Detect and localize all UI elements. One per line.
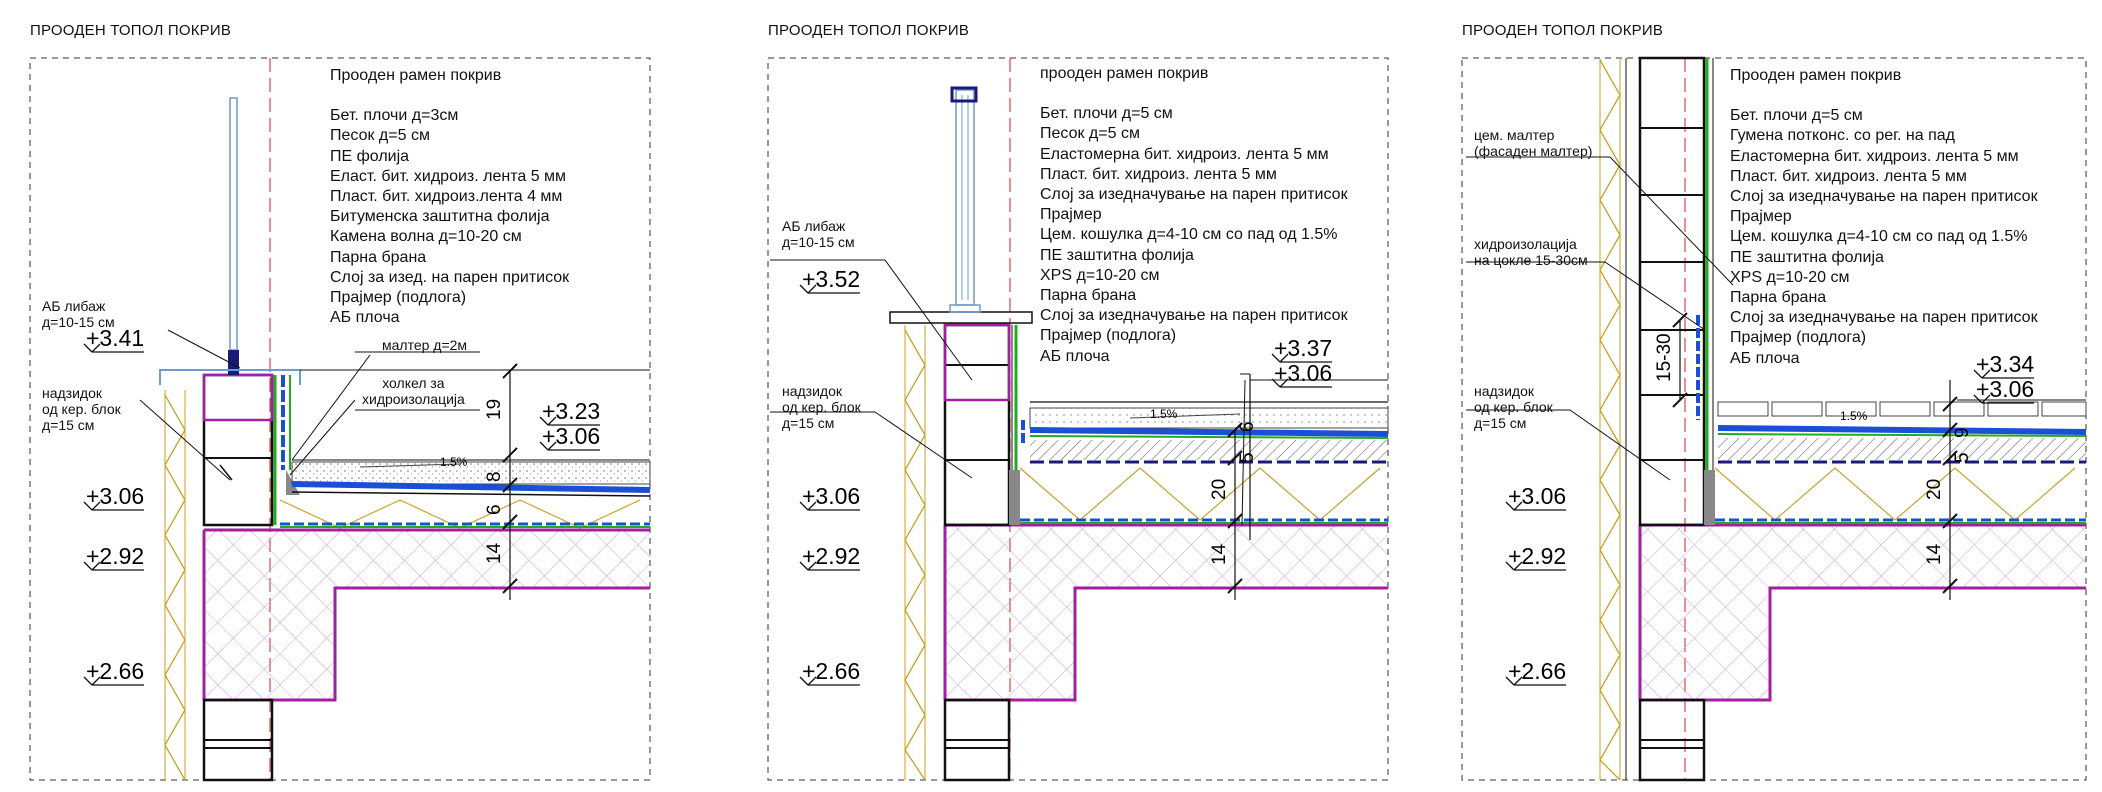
dim-label: 5 xyxy=(1952,452,1973,463)
note-parapet: надзидок од кер. блок д=15 см xyxy=(782,383,861,431)
legend-item: Бет. плочи д=5 см xyxy=(1040,105,1173,123)
screed xyxy=(1030,440,1388,460)
legend-item: ПЕ заштитна фолија xyxy=(1040,246,1194,264)
legend-item: Слој за изед. на парен притисок xyxy=(330,268,570,286)
level-label: +3.06 xyxy=(1274,360,1333,386)
legend-item: Пласт. бит. хидроиз. лента 5 мм xyxy=(1040,165,1277,183)
level-label: +3.37 xyxy=(1274,335,1333,361)
note-mortar: малтер д=2м xyxy=(382,337,468,353)
level-label: +3.06 xyxy=(1976,376,2035,402)
dim-label: 8 xyxy=(484,471,505,482)
coping-plate xyxy=(890,312,1032,323)
legend-item: Бет. плочи д=3см xyxy=(330,107,459,125)
layer-legend xyxy=(1040,64,1348,367)
legend-item: Прајмер (подлога) xyxy=(1730,329,1867,347)
level-label: +3.41 xyxy=(86,325,145,351)
screed xyxy=(1718,438,2086,460)
legend-item: Слој за изедначување на парен притисок xyxy=(1040,186,1348,204)
note-cement-mortar: цем. малтер (фасаден малтер) xyxy=(1474,127,1593,159)
note-holkel: холкел за хидроизолација xyxy=(362,375,465,407)
slope-label: 1.5% xyxy=(440,455,468,469)
facade-insulation xyxy=(165,395,185,780)
rc-slab xyxy=(1640,525,2086,700)
legend-item: Слој за изедначување на парен притисок xyxy=(1040,307,1348,325)
concrete-tiles xyxy=(1030,408,1388,428)
legend-item: ПЕ фолија xyxy=(330,147,410,165)
legend-title: Прооден рамен покрив xyxy=(330,67,502,84)
level-label: +3.34 xyxy=(1976,351,2035,377)
legend-item: Битуменска заштитна фолија xyxy=(330,208,550,226)
level-label: +2.66 xyxy=(802,658,861,684)
level-label: +2.66 xyxy=(86,658,145,684)
level-label: +3.06 xyxy=(542,423,601,449)
dim-label: 14 xyxy=(1924,543,1945,565)
dim-label: 6 xyxy=(1237,421,1258,432)
level-label: +3.23 xyxy=(542,398,601,424)
railing-post xyxy=(230,98,237,350)
legend-item: XPS д=10-20 см xyxy=(1730,268,1850,286)
xps-insulation xyxy=(1715,468,2075,520)
legend-item: Пласт. бит. хидроиз. лента 5 мм xyxy=(1730,167,1967,185)
legend-item: Прајмер (подлога) xyxy=(1040,327,1177,345)
legend-item: Пласт. бит. хидроиз.лента 4 мм xyxy=(330,188,563,206)
dim-label: 15-30 xyxy=(1654,333,1675,382)
legend-item: Прајмер (подлога) xyxy=(330,289,467,307)
legend-item: Прајмер xyxy=(1730,208,1792,226)
layer-legend xyxy=(330,66,569,328)
note-parapet: надзидок од кер. блок д=15 см xyxy=(1474,383,1553,431)
facade-insulation xyxy=(1600,60,1620,780)
legend-item: Цем. кошулка д=4-10 см со пад од 1.5% xyxy=(1730,228,2028,246)
legend-item: Песок д=5 см xyxy=(1040,125,1140,143)
concrete-tiles xyxy=(292,462,650,484)
level-label: +3.06 xyxy=(86,483,145,509)
legend-item: Камена волна д=10-20 см xyxy=(330,228,522,246)
rc-slab xyxy=(204,530,650,700)
legend-item: ПЕ заштитна фолија xyxy=(1730,248,1884,266)
note-ab-libaz: АБ либаж д=10-15 см xyxy=(42,298,115,330)
dim-label: 20 xyxy=(1209,478,1230,500)
legend-title: прооден рамен покрив xyxy=(1040,65,1209,82)
legend-item: Песок д=5 см xyxy=(330,127,430,145)
legend-item: XPS д=10-20 см xyxy=(1040,266,1160,284)
level-label: +2.92 xyxy=(802,543,861,569)
panel-title: ПРООДЕН ТОПОЛ ПОКРИВ xyxy=(768,22,970,39)
legend-item: Слој за изедначување на парен притисок xyxy=(1730,188,2038,206)
parapet-blocks xyxy=(204,375,272,525)
dim-label: 6 xyxy=(484,504,505,515)
legend-item: Слој за изедначување на парен притисок xyxy=(1730,309,2038,327)
level-label: +3.06 xyxy=(802,483,861,509)
railing-post xyxy=(956,90,974,305)
note-waterproofing: хидроизолација на цокле 15-30см xyxy=(1474,236,1588,268)
dim-label: 20 xyxy=(1924,478,1945,500)
note-ab-libaz: АБ либаж д=10-15 см xyxy=(782,218,855,250)
legend-item: Гумена потконс. со рег. на пад xyxy=(1730,127,1956,145)
level-label: +2.92 xyxy=(86,543,145,569)
legend-item: Цем. кошулка д=4-10 см со пад од 1.5% xyxy=(1040,226,1338,244)
dim-label: 9 xyxy=(1952,427,1973,438)
level-label: +3.06 xyxy=(1508,483,1567,509)
dim-label: 14 xyxy=(1209,543,1230,565)
parapet-blocks xyxy=(945,325,1009,525)
legend-item: АБ плоча xyxy=(330,309,400,327)
panel-title: ПРООДЕН ТОПОЛ ПОКРИВ xyxy=(30,22,232,39)
mineral-wool xyxy=(280,500,640,528)
legend-title: Прооден рамен покрив xyxy=(1730,67,1902,84)
legend-item: Прајмер xyxy=(1040,206,1102,224)
xps-insulation xyxy=(1020,468,1380,520)
legend-item: Еластомерна бит. хидроиз. лента 5 мм xyxy=(1730,147,2019,165)
legend-item: Бет. плочи д=5 см xyxy=(1730,107,1863,125)
detail-panel-1 xyxy=(0,0,700,792)
legend-item: АБ плоча xyxy=(1040,347,1110,365)
legend-item: Парна брана xyxy=(1040,287,1137,305)
legend-item: Еласт. бит. хидроиз. лента 5 мм xyxy=(330,167,567,185)
level-label: +2.66 xyxy=(1508,658,1567,684)
legend-item: АБ плоча xyxy=(1730,349,1800,367)
level-label: +2.92 xyxy=(1508,543,1567,569)
pedestal-tiles xyxy=(1718,402,2086,416)
dim-label: 14 xyxy=(484,542,505,564)
detail-panel-3 xyxy=(1430,0,2102,792)
dim-label: 19 xyxy=(484,398,505,420)
detail-panel-2 xyxy=(740,0,1420,792)
layer-legend xyxy=(1730,67,2038,369)
slope-label: 1.5% xyxy=(1150,407,1178,421)
dim-label: 5 xyxy=(1237,452,1258,463)
legend-item: Парна брана xyxy=(330,248,427,266)
slope-label: 1.5% xyxy=(1840,409,1868,423)
facade-insulation xyxy=(905,330,925,780)
note-parapet: надзидок од кер. блок д=15 см xyxy=(42,385,121,433)
rc-slab xyxy=(945,525,1388,700)
panel-title: ПРООДЕН ТОПОЛ ПОКРИВ xyxy=(1462,22,1664,39)
level-label: +3.52 xyxy=(802,266,861,292)
legend-item: Парна брана xyxy=(1730,289,1827,307)
legend-item: Еластомерна бит. хидроиз. лента 5 мм xyxy=(1040,145,1329,163)
